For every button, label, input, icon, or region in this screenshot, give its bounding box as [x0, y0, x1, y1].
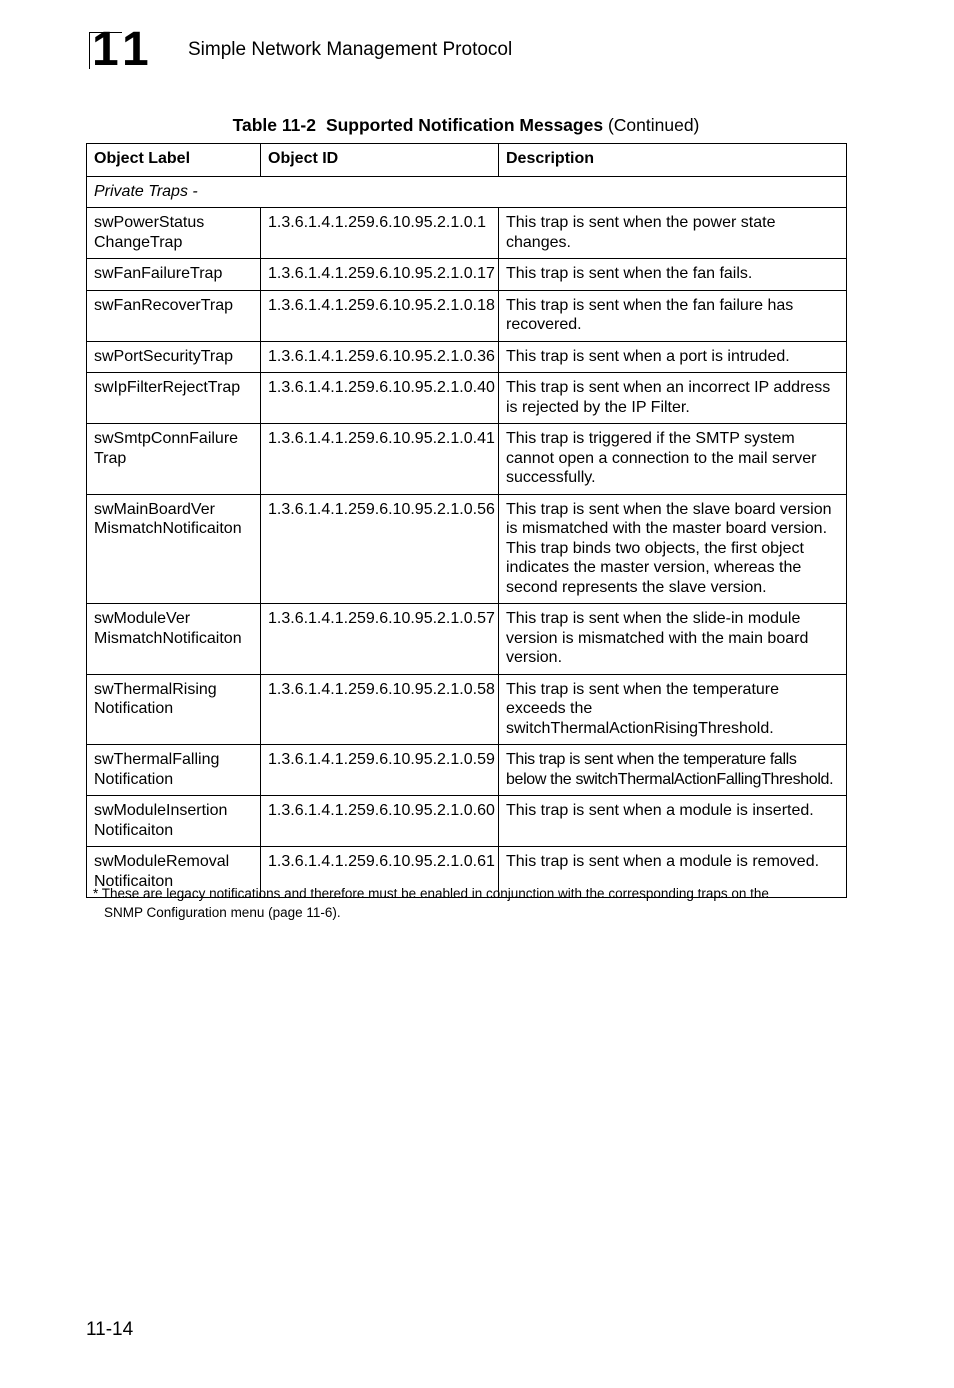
description-cell: This trap is sent when the fan failure has recovered.	[499, 290, 847, 341]
object-label-cell	[87, 341, 261, 373]
object-label-cell	[87, 745, 261, 796]
table-caption	[86, 114, 846, 136]
table-row	[87, 424, 847, 495]
table-row	[87, 494, 847, 604]
description-cell: This trap is sent when a module is inserted.	[499, 796, 847, 847]
object-id-cell: 1.3.6.1.4.1.259.6.10.95.2.1.0.18	[261, 290, 499, 341]
chapter-title: Simple Network Management Protocol	[188, 39, 513, 60]
column-header-description: Description	[499, 144, 847, 177]
object-label-cell	[87, 208, 261, 259]
object-id-cell: 1.3.6.1.4.1.259.6.10.95.2.1.0.61	[261, 847, 499, 898]
object-label-text: swIpFilterRejectTrap	[94, 379, 241, 396]
table-row	[87, 259, 847, 291]
description-cell: This trap is sent when the fan fails.	[499, 259, 847, 291]
table-row	[87, 373, 847, 424]
object-id-cell: 1.3.6.1.4.1.259.6.10.95.2.1.0.59	[261, 745, 499, 796]
object-label-cell	[87, 373, 261, 424]
object-label-text: swModuleVer	[94, 610, 191, 627]
object-label-text: swSmtpConnFailure	[94, 430, 239, 447]
table-caption-suffix: (Continued)	[607, 115, 700, 135]
object-label-cell	[87, 674, 261, 745]
table-row	[87, 604, 847, 675]
object-label-text: ChangeTrap	[94, 233, 183, 251]
description-cell: This trap is triggered if the SMTP system cannot open a connection to the mail server successfully.	[499, 424, 847, 495]
notification-messages-table	[86, 143, 847, 898]
object-label-cell	[87, 604, 261, 675]
table-row	[87, 674, 847, 745]
object-id-cell: 1.3.6.1.4.1.259.6.10.95.2.1.0.17	[261, 259, 499, 291]
table-row	[87, 290, 847, 341]
table-caption-title: Supported Notification Messages	[325, 115, 604, 135]
description-cell: This trap is sent when an incorrect IP address is rejected by the IP Filter.	[499, 373, 847, 424]
object-label-text: swFanRecoverTrap	[94, 296, 234, 314]
table-row	[87, 341, 847, 373]
object-id-cell: 1.3.6.1.4.1.259.6.10.95.2.1.0.36	[261, 341, 499, 373]
object-label-text: Notification	[94, 770, 174, 788]
description-cell: This trap is sent when a module is removed.	[499, 847, 847, 898]
object-label-text: swThermalFalling	[94, 751, 220, 768]
object-id-cell: 1.3.6.1.4.1.259.6.10.95.2.1.0.41	[261, 424, 499, 495]
footnote	[93, 884, 813, 922]
object-id-cell: 1.3.6.1.4.1.259.6.10.95.2.1.0.60	[261, 796, 499, 847]
object-label-text: Notificaiton	[94, 821, 174, 839]
object-label-cell	[87, 796, 261, 847]
page-number: 11-14	[86, 1319, 134, 1340]
column-header-object-label: Object Label	[87, 144, 261, 177]
object-label-text: swPowerStatus	[94, 214, 205, 231]
footnote-line-2: SNMP Configuration menu (page 11-6).	[104, 905, 341, 920]
table-row	[87, 745, 847, 796]
object-label-cell	[87, 424, 261, 495]
object-id-cell: 1.3.6.1.4.1.259.6.10.95.2.1.0.57	[261, 604, 499, 675]
description-cell: This trap is sent when the slide-in module version is mismatched with the main board version.	[499, 604, 847, 675]
object-label-cell	[87, 259, 261, 291]
object-label-text: swFanFailureTrap	[94, 265, 223, 282]
description-cell: This trap is sent when a port is intruded.	[499, 341, 847, 373]
table-caption-label: Table 11-2	[232, 115, 316, 135]
table-header-row	[87, 144, 847, 177]
object-label-text: MismatchNotificaiton	[94, 520, 242, 537]
description-cell: This trap is sent when the temperature falls below the switchThermalActionFallingThreshold.	[499, 745, 847, 796]
object-label-text: swThermalRising	[94, 680, 217, 698]
object-label-cell	[87, 494, 261, 604]
description-cell: This trap is sent when the power state changes.	[499, 208, 847, 259]
description-cell: This trap is sent when the slave board version is mismatched with the master board version. This trap binds two objects, the first object indicates the master version, whereas the second represents the slave version.	[499, 494, 847, 604]
column-header-object-id: Object ID	[261, 144, 499, 177]
section-label: Private Traps -	[87, 176, 847, 208]
object-label-text: swMainBoardVer	[94, 500, 215, 518]
object-label-text: swModuleInsertion	[94, 802, 228, 819]
footnote-line-1: * These are legacy notifications and therefore must be enabled in conjunction with the corresponding traps on the	[93, 886, 769, 901]
object-label-text: Notification	[94, 700, 174, 717]
object-label-text: swPortSecurityTrap	[94, 347, 233, 365]
object-label-cell	[87, 290, 261, 341]
table-row	[87, 208, 847, 259]
object-id-cell: 1.3.6.1.4.1.259.6.10.95.2.1.0.1	[261, 208, 499, 259]
object-id-cell: 1.3.6.1.4.1.259.6.10.95.2.1.0.56	[261, 494, 499, 604]
chapter-number: 11	[92, 23, 155, 76]
object-id-cell: 1.3.6.1.4.1.259.6.10.95.2.1.0.58	[261, 674, 499, 745]
object-label-text: Notificaiton	[94, 872, 174, 890]
object-label-text: Trap	[94, 449, 127, 467]
table-row	[87, 796, 847, 847]
object-id-cell: 1.3.6.1.4.1.259.6.10.95.2.1.0.40	[261, 373, 499, 424]
object-label-text: swModuleRemoval	[94, 853, 230, 870]
section-row-private-traps	[87, 176, 847, 208]
description-cell: This trap is sent when the temperature exceeds the switchThermalActionRisingThreshold.	[499, 674, 847, 745]
object-label-text: MismatchNotificaiton	[94, 629, 242, 647]
